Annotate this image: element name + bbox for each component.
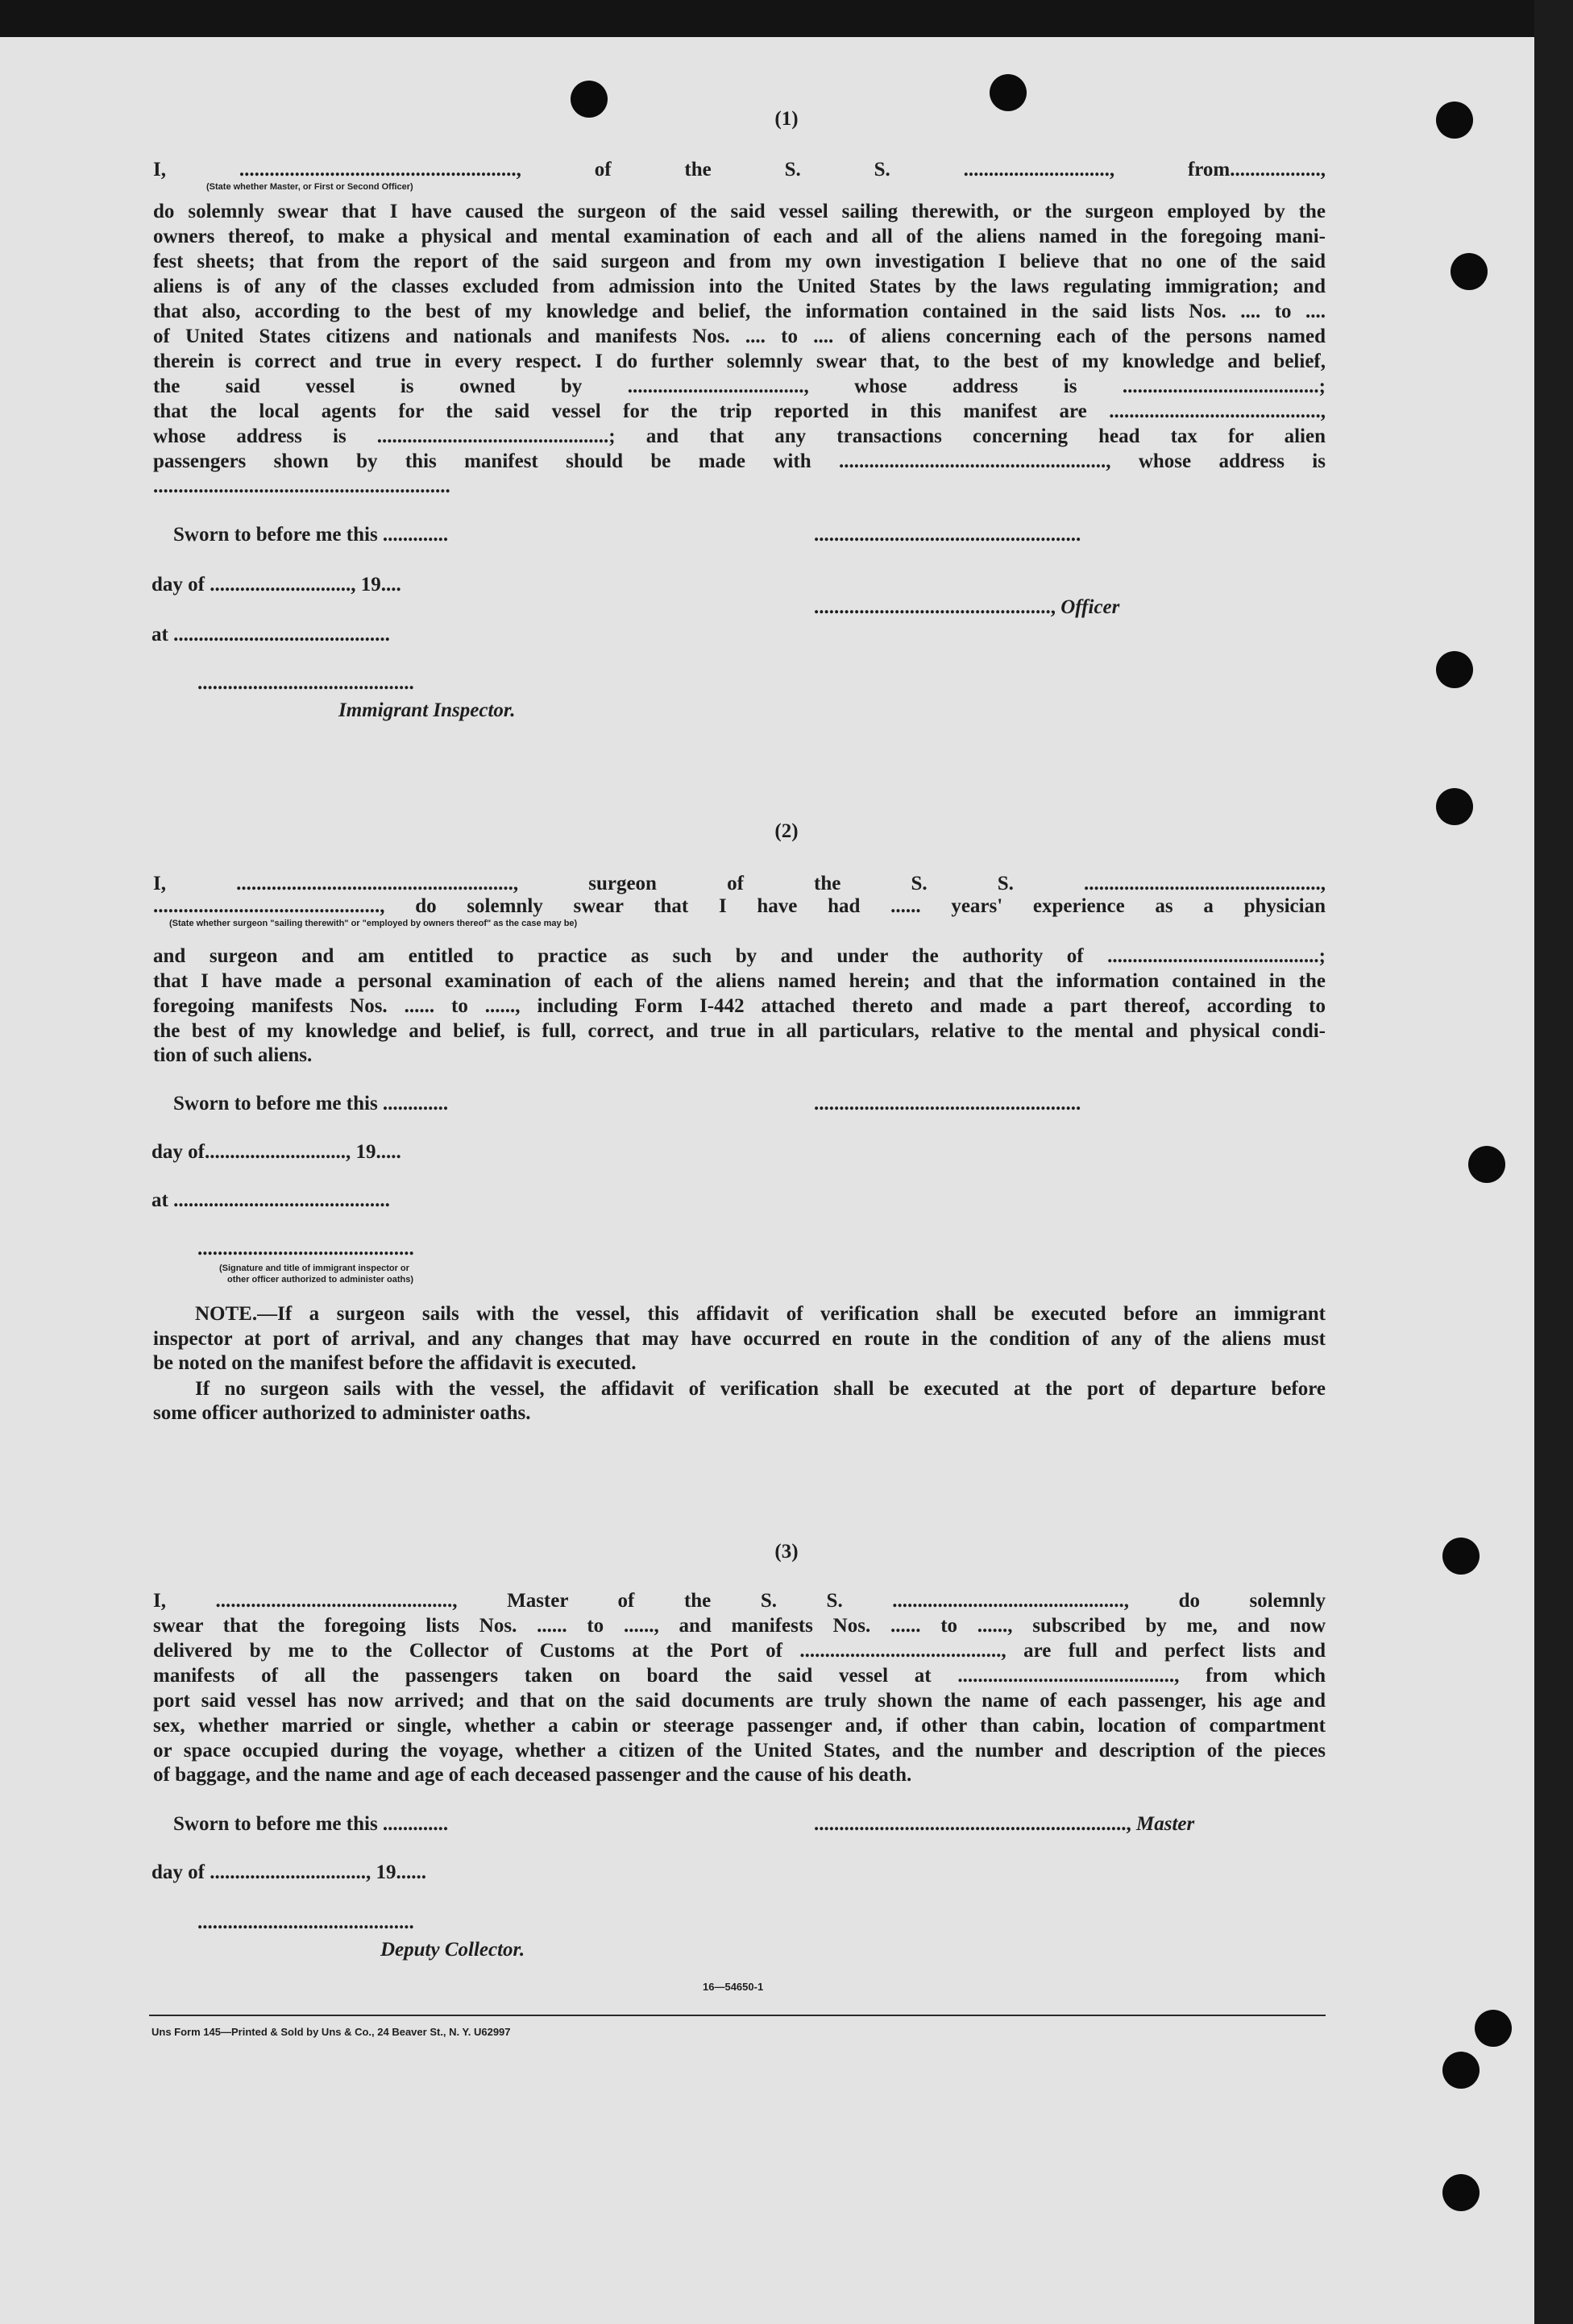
s2-line: that I have made a personal examination of each of the aliens named herein; and that the information contained in the — [153, 970, 1326, 992]
s1-inspector-line: ........................................... — [197, 672, 414, 694]
s2-line: the best of my knowledge and belief, is full, correct, and true in all particulars, relative to the mental and physical condi- — [153, 1020, 1326, 1042]
printer-imprint: Uns Form 145—Printed & Sold by Uns & Co., 24 Beaver St., N. Y. U62997 — [151, 2026, 511, 2038]
s1-line: that also, according to the best of my knowledge and belief, the information contained in the said lists Nos. .... to .... — [153, 301, 1326, 322]
section-3-heading: (3) — [774, 1541, 799, 1562]
punch-hole — [1442, 2174, 1480, 2211]
s2-note-para: inspector at port of arrival, and any changes that may have occurred en route in the condition of any of the aliens must — [153, 1328, 1326, 1350]
s2-day: day of............................, 19..... — [151, 1141, 401, 1163]
s1-line: therein is correct and true in every respect. I do further solemnly swear that, to the best of my knowledge and belief, — [153, 351, 1326, 372]
s3-line: manifests of all the passengers taken on board the said vessel at ..........................................., from which — [153, 1665, 1326, 1687]
s2-line: tion of such aliens. — [153, 1044, 313, 1066]
s1-day: day of ............................, 19.... — [151, 574, 401, 596]
s2-line: and surgeon and am entitled to practice as such by and under the authority of ..........................................; — [153, 945, 1326, 967]
s1-signature-line: ..................................................... — [814, 524, 1081, 546]
s1-line: that the local agents for the said vessel for the trip reported in this manifest are .........................................., — [153, 400, 1326, 422]
s3-line: swear that the foregoing lists Nos. ...... to ......, and manifests Nos. ...... to ......, subscribed by me, and now — [153, 1615, 1326, 1637]
punch-hole — [990, 74, 1027, 111]
s2-note-para: If no surgeon sails with the vessel, the affidavit of verification shall be executed at the port of departure before — [195, 1378, 1326, 1400]
s3-master-line: .............................................................., Master — [814, 1813, 1195, 1835]
punch-hole — [1436, 651, 1473, 688]
s1-line: I, ......................................................., of the S. S. ............................., from.................., — [153, 159, 1326, 181]
s1-sworn: Sworn to before me this ............. — [173, 524, 449, 546]
s2-sig-note: other officer authorized to administer oaths) — [227, 1275, 414, 1284]
s3-line: delivered by me to the Collector of Customs at the Port of ........................................, are full and perfect lists and — [153, 1640, 1326, 1662]
s2-note-para: be noted on the manifest before the affidavit is executed. — [153, 1352, 637, 1374]
punch-hole — [1451, 253, 1488, 290]
s2-sworn: Sworn to before me this ............. — [173, 1093, 449, 1114]
section-1-heading: (1) — [774, 108, 799, 130]
s1-line: whose address is ..............................................; and that any transactions concerning head tax for alien — [153, 425, 1326, 447]
s3-line: I, ..............................................., Master of the S. S. .............................................., do solemnly — [153, 1590, 1326, 1612]
s3-line: sex, whether married or single, whether a cabin or steerage passenger and, if other than cabin, location of compartment — [153, 1715, 1326, 1737]
s1-line: ........................................................... — [153, 475, 450, 497]
s3-line: port said vessel has now arrived; and that on the said documents are truly shown the name of each passenger, his age and — [153, 1690, 1326, 1712]
s2-at: at ........................................... — [151, 1189, 390, 1211]
s2-note-para: NOTE.—If a surgeon sails with the vessel, this affidavit of verification shall be executed before an immigrant — [195, 1303, 1326, 1325]
s2-line: ............................................., do solemnly swear that I have had ...... years' experience as a physician — [153, 895, 1326, 917]
s3-line: of baggage, and the name and age of each deceased passenger and the cause of his death. — [153, 1764, 912, 1786]
s1-line: the said vessel is owned by ..................................., whose address is .......................................; — [153, 376, 1326, 397]
s1-officer-note: (State whether Master, or First or Second Officer) — [206, 182, 413, 192]
s1-officer-line: ..............................................., Officer — [814, 596, 1120, 618]
s2-signature-line: ..................................................... — [814, 1093, 1081, 1114]
punch-hole — [1475, 2010, 1512, 2047]
s1-line: aliens is of any of the classes excluded from admission into the United States by the laws regulating immigration; and — [153, 276, 1326, 297]
footer-rule — [149, 2015, 1326, 2016]
section-2-heading: (2) — [774, 820, 799, 842]
s3-day: day of ..............................., 19...... — [151, 1861, 426, 1883]
s1-immigrant-inspector: Immigrant Inspector. — [338, 699, 516, 721]
scan-top-border — [0, 0, 1573, 37]
s3-collector-line: ........................................... — [197, 1911, 414, 1933]
s1-line: owners thereof, to make a physical and mental examination of each and all of the aliens named in the foregoing mani- — [153, 226, 1326, 247]
scan-right-border — [1534, 0, 1573, 2324]
form-code: 16—54650-1 — [703, 1981, 764, 1993]
s2-inspector-line: ........................................... — [197, 1238, 414, 1260]
s1-at: at ........................................... — [151, 624, 390, 645]
s3-sworn: Sworn to before me this ............. — [173, 1813, 449, 1835]
s3-deputy-collector: Deputy Collector. — [380, 1939, 525, 1961]
punch-hole — [1442, 2052, 1480, 2089]
s3-line: or space occupied during the voyage, whether a citizen of the United States, and the number and description of the pieces — [153, 1740, 1326, 1762]
s1-line: fest sheets; that from the report of the said surgeon and from my own investigation I believe that no one of the said — [153, 251, 1326, 272]
s1-line: of United States citizens and nationals and manifests Nos. .... to .... of aliens concerning each of the persons named — [153, 326, 1326, 347]
s1-line: passengers shown by this manifest should be made with ....................................................., whose address is — [153, 450, 1326, 472]
s2-surgeon-note: (State whether surgeon "sailing therewith" or "employed by owners thereof" as the case may be) — [169, 919, 578, 928]
s2-note-para: some officer authorized to administer oaths. — [153, 1402, 531, 1424]
s2-line: I, ......................................................., surgeon of the S. S. ..............................................., — [153, 873, 1326, 894]
punch-hole — [1468, 1146, 1505, 1183]
s1-line: do solemnly swear that I have caused the surgeon of the said vessel sailing therewith, or the surgeon employed by the — [153, 201, 1326, 222]
s2-line: foregoing manifests Nos. ...... to ......, including Form I-442 attached thereto and made a part thereof, according to — [153, 995, 1326, 1017]
s2-sig-note: (Signature and title of immigrant inspector or — [219, 1264, 409, 1273]
